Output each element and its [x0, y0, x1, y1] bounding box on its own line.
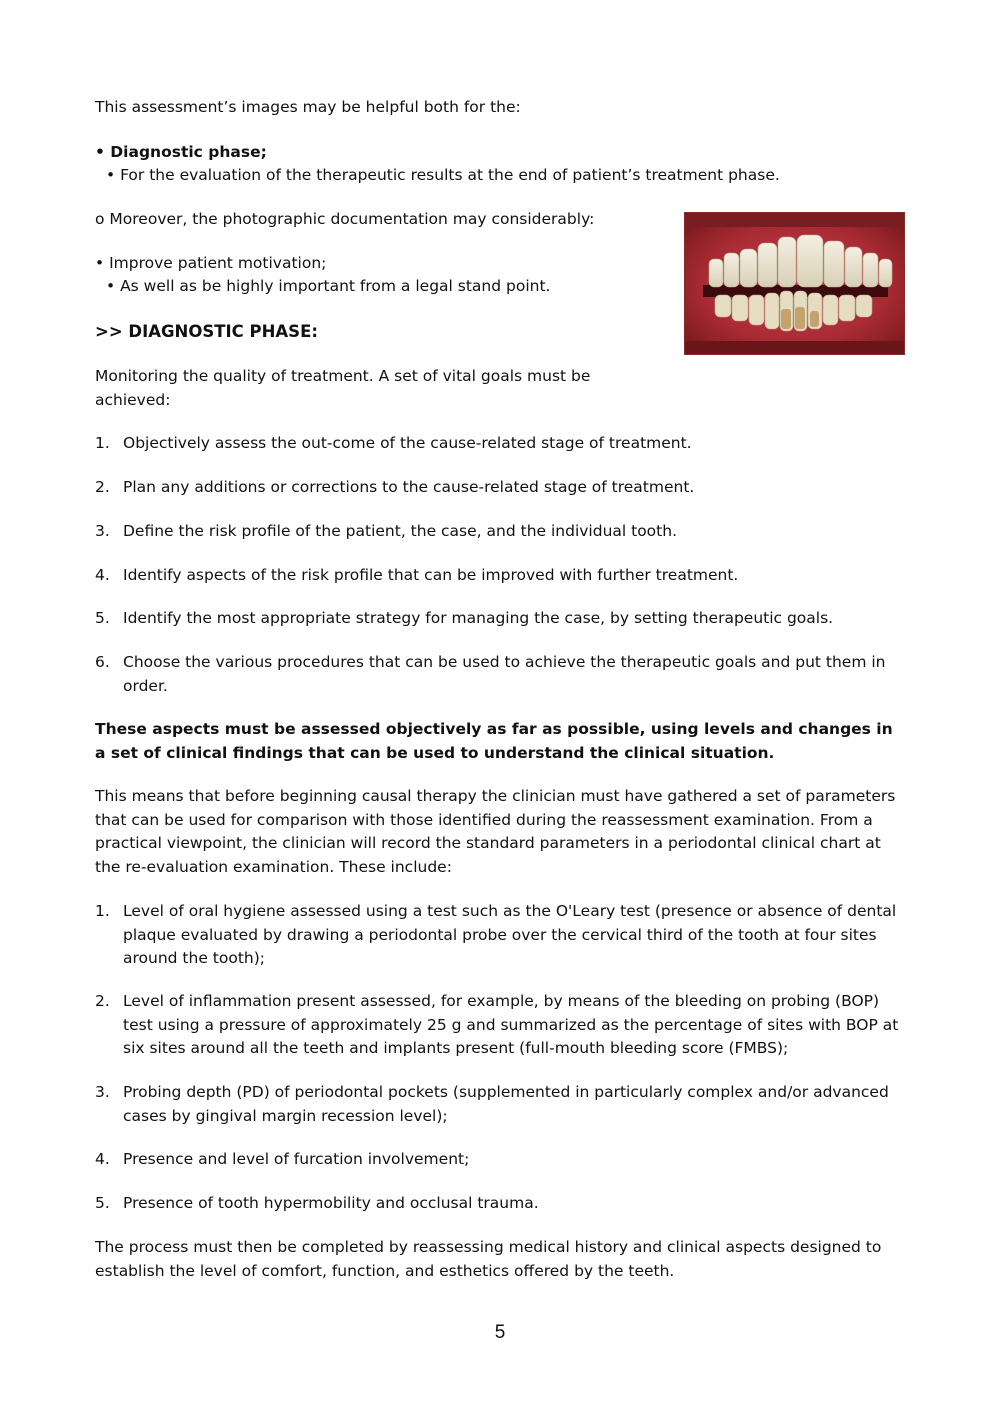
param-number: 3.: [95, 1083, 110, 1101]
moreover-text: o Moreover, the photographic documentation may considerably:: [95, 210, 595, 228]
assessment-bold-paragraph: These aspects must be assessed objectively as far as possible, using levels and changes in a set of clinical findings that can be used to understand the clinical situation.: [95, 720, 893, 762]
param-item: Presence of tooth hypermobility and occlusal trauma.: [123, 1194, 539, 1212]
goal-number: 6.: [95, 653, 110, 671]
goal-number: 2.: [95, 478, 110, 496]
goal-item: Identify aspects of the risk profile that can be improved with further treatment.: [123, 566, 739, 584]
goal-number: 3.: [95, 522, 110, 540]
bullet-diagnostic-label: • Diagnostic phase;: [95, 143, 267, 161]
bullet-evaluation: • For the evaluation of the therapeutic results at the end of patient’s treatment phase.: [106, 166, 780, 184]
goal-number: 5.: [95, 609, 110, 627]
goal-item: Plan any additions or corrections to the cause-related stage of treatment.: [123, 478, 695, 496]
bullet-motivation: • Improve patient motivation;: [95, 254, 327, 272]
param-item: Probing depth (PD) of periodontal pockets (supplemented in particularly complex and/or advanced cases by gingival margin recession level);: [123, 1083, 889, 1125]
page-number: 5: [494, 1322, 506, 1343]
teeth-photo: [684, 212, 905, 355]
param-number: 4.: [95, 1150, 110, 1168]
goal-number: 1.: [95, 434, 110, 452]
param-item: Level of oral hygiene assessed using a test such as the O'Leary test (presence or absence of dental plaque evaluated by drawing a periodontal probe over the cervical third of the tooth at four sites around the tooth);: [123, 902, 897, 967]
param-item: Level of inflammation present assessed, for example, by means of the bleeding on probing (BOP) test using a pressure of approximately 25 g and summarized as the percentage of sites with BOP at six sites around all the teeth and implants present (full-mouth bleeding score (FMBS);: [123, 992, 899, 1057]
param-number: 5.: [95, 1194, 110, 1212]
bullet-legal: • As well as be highly important from a legal stand point.: [106, 277, 551, 295]
bullet-diagnostic-phase: [95, 141, 267, 165]
param-number: 1.: [95, 902, 110, 920]
monitoring-text: Monitoring the quality of treatment. A set of vital goals must be achieved:: [95, 367, 591, 409]
goal-item: Choose the various procedures that can be used to achieve the therapeutic goals and put them in order.: [123, 653, 886, 695]
diagnostic-phase-heading: >> DIAGNOSTIC PHASE:: [95, 322, 318, 341]
goal-item: Define the risk profile of the patient, the case, and the individual tooth.: [123, 522, 677, 540]
final-paragraph: The process must then be completed by reassessing medical history and clinical aspects designed to establish the level of comfort, function, and esthetics offered by the teeth.: [95, 1238, 882, 1280]
param-item: Presence and level of furcation involvement;: [123, 1150, 470, 1168]
goal-number: 4.: [95, 566, 110, 584]
parameters-paragraph: This means that before beginning causal therapy the clinician must have gathered a set of parameters that can be used for comparison with those identified during the reassessment examination. From a practical viewpoint, the clinician will record the standard parameters in a periodontal clinical chart at the re-evaluation examination. These include:: [95, 787, 896, 876]
goal-item: Objectively assess the out-come of the cause-related stage of treatment.: [123, 434, 692, 452]
intro-text: This assessment’s images may be helpful both for the:: [95, 98, 521, 116]
goal-item: Identify the most appropriate strategy for managing the case, by setting therapeutic goals.: [123, 609, 834, 627]
param-number: 2.: [95, 992, 110, 1010]
